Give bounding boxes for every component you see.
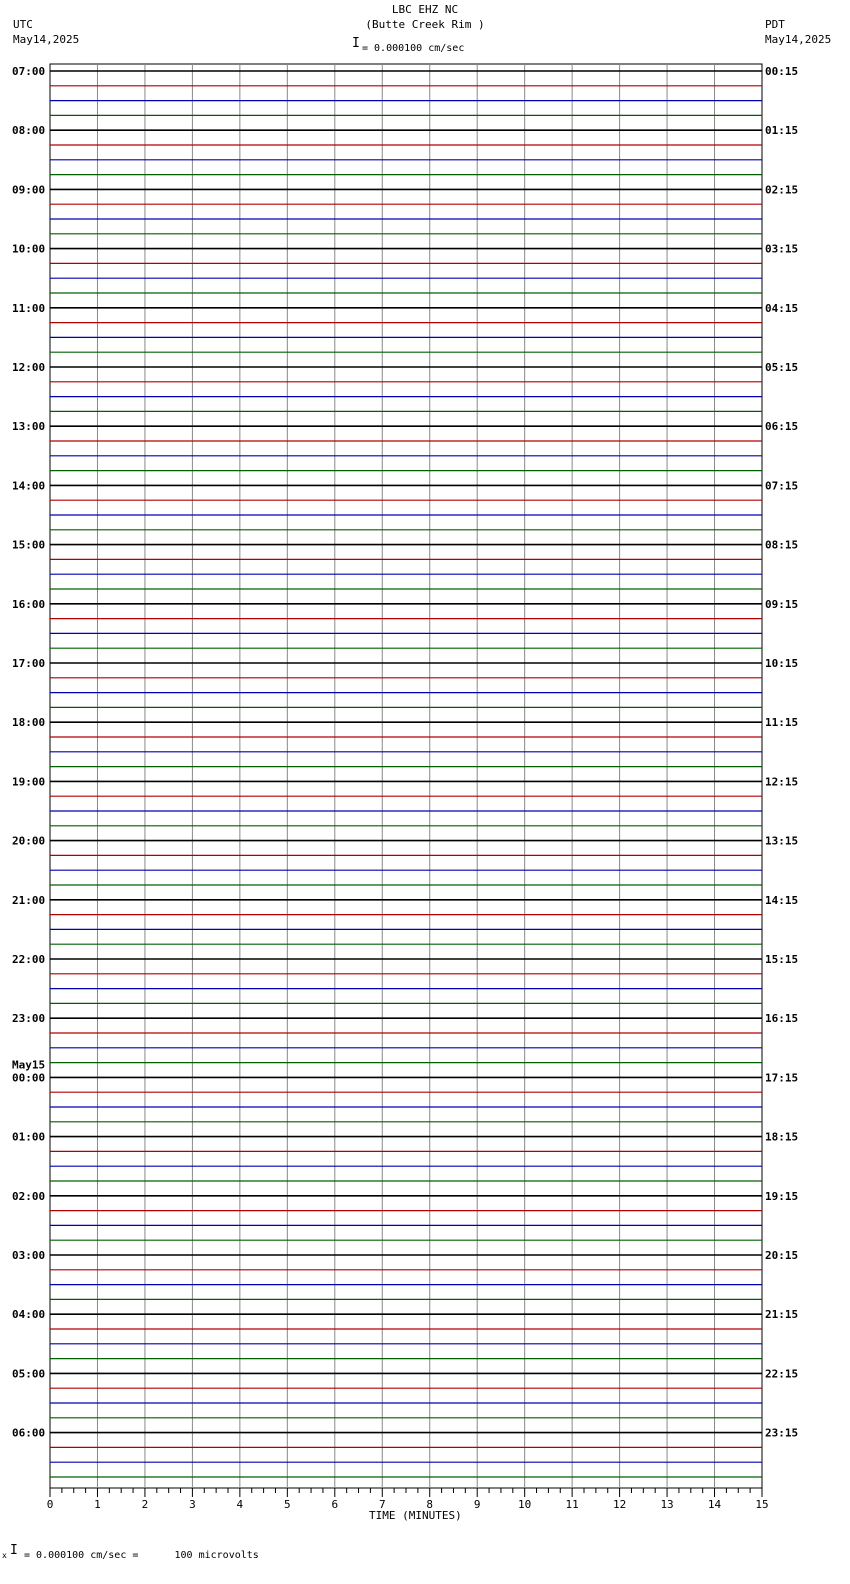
- pdt-hour-label: 19:15: [765, 1189, 799, 1203]
- pdt-hour-label: 11:15: [765, 716, 799, 730]
- pdt-hour-label: 15:15: [765, 953, 799, 966]
- pdt-hour-label: 14:15: [765, 893, 799, 907]
- utc-hour-label: 18:00: [12, 716, 46, 730]
- x-tick-label: 10: [518, 1498, 532, 1511]
- pdt-hour-label: 05:15: [765, 361, 799, 374]
- pdt-hour-label: 20:15: [765, 1249, 799, 1262]
- pdt-hour-label: 18:15: [765, 1130, 799, 1144]
- utc-hour-label: 11:00: [12, 301, 46, 315]
- pdt-hour-label: 01:15: [765, 124, 799, 138]
- x-tick-label: 14: [707, 1498, 722, 1511]
- scale-text: = 0.000100 cm/sec: [362, 43, 465, 54]
- utc-hour-label: 05:00: [12, 1367, 46, 1381]
- x-tick-label: 15: [755, 1498, 769, 1511]
- utc-hour-label: 09:00: [12, 183, 46, 197]
- utc-hour-label: 17:00: [12, 657, 46, 670]
- footer-scale-icon: I: [10, 1543, 18, 1558]
- x-tick-label: 11: [565, 1498, 579, 1511]
- x-tick-label: 12: [612, 1498, 627, 1511]
- x-tick-label: 7: [378, 1498, 386, 1511]
- utc-hour-label: 23:00: [12, 1012, 46, 1026]
- pdt-hour-label: 13:15: [765, 834, 799, 848]
- x-tick-label: 13: [660, 1498, 674, 1511]
- left-timezone: UTC: [13, 18, 33, 31]
- pdt-hour-label: 00:15: [765, 65, 799, 78]
- utc-hour-label: 19:00: [12, 775, 46, 789]
- utc-hour-label: 22:00: [12, 953, 46, 966]
- utc-hour-label: 02:00: [12, 1189, 46, 1203]
- left-date: May14,2025: [13, 33, 80, 46]
- utc-hour-label: 12:00: [12, 361, 46, 374]
- utc-hour-label: 20:00: [12, 834, 46, 848]
- date-break-label: May15: [12, 1058, 46, 1072]
- utc-hour-label: 01:00: [12, 1130, 46, 1144]
- station-title: LBC EHZ NC: [391, 3, 459, 16]
- pdt-hour-label: 21:15: [765, 1308, 799, 1322]
- pdt-hour-label: 06:15: [765, 420, 799, 434]
- utc-hour-label: 00:00: [12, 1071, 46, 1085]
- pdt-hour-label: 23:15: [765, 1426, 799, 1440]
- utc-hour-label: 03:00: [12, 1249, 46, 1262]
- x-tick-label: 3: [189, 1498, 196, 1511]
- utc-hour-label: 14:00: [12, 479, 46, 493]
- pdt-hour-label: 04:15: [765, 301, 799, 315]
- x-tick-label: 1: [94, 1498, 101, 1511]
- x-tick-label: 9: [473, 1498, 481, 1511]
- utc-hour-label: 15:00: [12, 538, 46, 552]
- pdt-hour-label: 16:15: [765, 1012, 799, 1026]
- x-axis-label: TIME (MINUTES): [369, 1509, 462, 1522]
- pdt-hour-label: 22:15: [765, 1367, 799, 1381]
- x-tick-label: 6: [331, 1498, 339, 1511]
- pdt-hour-label: 17:15: [765, 1071, 799, 1085]
- x-tick-label: 4: [236, 1498, 244, 1511]
- utc-hour-label: 10:00: [12, 242, 46, 256]
- utc-hour-label: 08:00: [12, 124, 46, 138]
- x-tick-label: 8: [426, 1498, 434, 1511]
- pdt-hour-label: 10:15: [765, 657, 799, 670]
- pdt-hour-label: 03:15: [765, 242, 799, 256]
- utc-hour-label: 16:00: [12, 597, 46, 611]
- footer-scale-text: = 0.000100 cm/sec = 100 microvolts: [24, 1550, 259, 1561]
- right-timezone: PDT: [765, 18, 785, 31]
- utc-hour-label: 21:00: [12, 893, 46, 907]
- pdt-hour-label: 12:15: [765, 775, 799, 789]
- pdt-hour-label: 02:15: [765, 183, 799, 197]
- right-date: May14,2025: [765, 33, 832, 46]
- x-tick-label: 5: [284, 1498, 291, 1511]
- footer-mark: x: [2, 1551, 7, 1560]
- pdt-hour-label: 08:15: [765, 538, 799, 552]
- utc-hour-label: 13:00: [12, 420, 46, 434]
- scale-bar-icon: I: [352, 36, 360, 51]
- utc-hour-label: 07:00: [12, 65, 46, 78]
- x-tick-label: 2: [141, 1498, 149, 1511]
- utc-hour-label: 04:00: [12, 1308, 46, 1322]
- utc-hour-label: 06:00: [12, 1426, 46, 1440]
- site-name: (Butte Creek Rim ): [365, 18, 485, 31]
- pdt-hour-label: 07:15: [765, 479, 799, 493]
- pdt-hour-label: 09:15: [765, 597, 799, 611]
- x-tick-label: 0: [46, 1498, 54, 1511]
